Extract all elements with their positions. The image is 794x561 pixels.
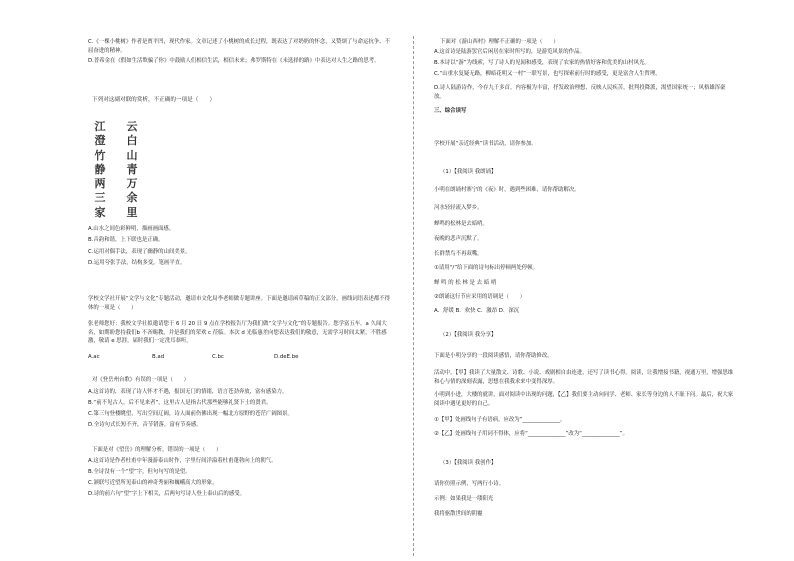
- task1-text: 小明在朗诵村寨宁的《夜》时，遇到些困难，请你帮助解决。: [434, 187, 580, 193]
- yueyang-option-a: A.这首诗的，表现了诗人怀才不遇，报国无门的情绪，语言苍劲奔放，富有感染力。: [88, 389, 288, 395]
- poem-line-2: 蝉鸣的松林是去暗哨。: [434, 221, 488, 227]
- couplet-left-line: 江澄竹静两三家: [94, 120, 106, 219]
- task2-fill1: ①【甲】处画线句子有语病，应改为“______________。: [434, 417, 566, 423]
- couplet-option-c: C.运用对偶手法，表现了幽静的山间美景。: [88, 249, 191, 255]
- couplet-option-d: D.运用夸张手法，结构多变，笔画平直。: [88, 260, 186, 266]
- couplet-option-b: B.音韵和谐，上下联也是正确。: [88, 237, 164, 243]
- shanxi-option-c: C.“山重水复疑无路，柳暗花明又一村”一联写景，也写探索前行时的感受，更是富含人生哲理。: [434, 71, 661, 77]
- task1-title: （1）【我阅读 我朗诵】: [440, 169, 497, 175]
- task3-example: 示例：如果我是一缕阳光: [434, 496, 494, 502]
- shanxi-option-b: B.本诗以“游”为线索，写了诗人的见闻和感受，表现了农家的热情好客和优美的山村风光。: [434, 60, 650, 66]
- letter-option-b: B.ad: [152, 354, 165, 360]
- poem-line-1: 河水轻轻流入梦乡。: [434, 205, 483, 211]
- shanxi-question: 下面对《游山西村》理解不正确的一项是（ ）: [440, 39, 559, 45]
- activity-intro: 学校文学社开展“文学与文化”专题活动，邀请市文化局李老师做专题讲座。下面是邀请函草稿的正文部分，画线词语表述都不得体的一项是（ ）: [88, 296, 391, 311]
- letter-option-a: A.ac: [88, 354, 100, 360]
- task3-text: 请你仿照示例，写两行小诗。: [434, 481, 505, 487]
- task2-text1: 活动中，【甲】我读了大量散文、诗歌、小说、戏剧相自由连进，还写了读书心得。阅读，让我增接书籍，视通万里，增强思维和心与情的深刻表露，思想在我我求来中变得深厚。: [434, 370, 734, 385]
- yueyang-question: 对《登岳州台歌》有误的一项是（ ）: [92, 377, 190, 383]
- couplet-option-a: A.山水之间色彩鲜明，描画画面感。: [88, 226, 175, 232]
- wangyue-option-a: A.这首诗是作者杜甫中年漫游泰山时作，字里行间洋溢着杜甫蓬勃向上的朝气。: [88, 458, 277, 464]
- section3-title: 三、综合读写: [434, 108, 467, 114]
- wangyue-question: 下面是对《望岳》的理解分析，错误的一项是（ ）: [92, 447, 222, 453]
- task1-sub2-options: A．舒缓 B．欢快 C．激昂 D．深沉: [434, 308, 520, 314]
- task3-title: （3）【我阅读 我创作】: [440, 460, 497, 466]
- wangyue-option-c: C.颔联写近望所见泰山的神奇秀丽和巍峨高大的形象。: [88, 480, 218, 486]
- yueyang-option-c: C.第三句登楼眺望，写出空间辽阔，诗人面前伤佛出现一幅北方原野的苍茫广阔图景。: [88, 411, 293, 417]
- task2-fill2: ②【乙】处画线句子用词不得体，应将“______________”改为“______________”。: [434, 431, 628, 437]
- wangyue-option-d: D.诗的前六句“望”字上下相关，后两句写诗人登上泰山后的感受。: [88, 491, 245, 497]
- couplet-image: [92, 120, 192, 220]
- task1-sub1: ①请用“/”给下面的诗句标出停顿两处停顿。: [434, 265, 538, 271]
- letter-option-d: D.deE.be: [274, 354, 299, 360]
- task1-sub2: ②朗诵这行节应采用的语调是（ ）: [434, 294, 526, 300]
- couplet-question: 下列对这副对联的赏析，不正确的一项是（ ）: [92, 97, 216, 103]
- shanxi-option-a: A.这首诗是陆游罢官后闲居在家时所写的，是游览风景的作品。: [434, 49, 585, 55]
- couplet-right-line: 云白山青万余里: [126, 120, 138, 219]
- task2-title: （2）【我阅读 我分享】: [440, 332, 497, 338]
- letter-option-c: C.bc: [212, 354, 224, 360]
- letter-text: 张老师您好：我校文学社拟邀请您于 6 月 20 日 9 点在学校报告厅为我们做“文学与文化”的专题报告。您学富五车，a 久闻大名，如期盼您持我们b 不吝赐教，并是我们的荣欢 c 莅临。本次 d 光临惠差向您表达我们的敬意，无需学习时间太紧，不胜感激，敬请 e 思涯，届时我们一定洗耳恭听。: [88, 321, 387, 345]
- task2-intro: 下面是小明分享的一段阅读感悟，请你帮助修改。: [434, 353, 553, 359]
- option-c-intro: C.《一棵小桃树》作者是贾平凹，现代作家。文章记述了小桃树的成长过程，既表达了对奶奶的怀念，又赞颂了与命运抗争、不屈奋进的精神。: [88, 39, 390, 54]
- task3-example-2: 我将驱散世间的阴霾: [434, 511, 483, 517]
- column-divider: [413, 36, 414, 556]
- yueyang-option-b: B.“前不见古人，后不见来者”，这里古人是指古代那些能够礼贤下士的贤君。: [88, 400, 272, 406]
- poem-line-4: 长群禁鸟不再双嘴。: [434, 251, 483, 257]
- task1-sub1-line: 蝉 鸣 的 松 林 是 去 暗 哨: [434, 280, 497, 286]
- poem-line-3: 夜晚的悲声沉默了。: [434, 236, 483, 242]
- wangyue-option-b: B.全诗没有一个“望”字，但句句写的是望。: [88, 469, 191, 475]
- option-d-intro: D.普希金在《假如生活欺骗了你》中鼓励人们相信生活，相信未来；弗罗斯特在《未选择的路》中表达对人生之路的思考。: [88, 58, 380, 64]
- shanxi-option-d: D.诗人陆游诗作，今存九千多首。内容极为丰富，抒发政治理想，反映人民疾苦，批判投降派，渴望国家统一；风格雄浑豪放。: [434, 85, 726, 100]
- school-intro: 学校开展“亲近经典”读书活动，请你参加。: [434, 141, 537, 147]
- yueyang-option-d: D.全诗句式长短不齐，音节错落，富有节奏感。: [88, 422, 202, 428]
- task2-text2: 小明到小进，大楼的就讲，面对阅读中出现的问题，【乙】我们要主动向同学、老师、家长等身边的人不耻下问。最后，祝大家阅读中遇见更好的自己。: [434, 392, 734, 407]
